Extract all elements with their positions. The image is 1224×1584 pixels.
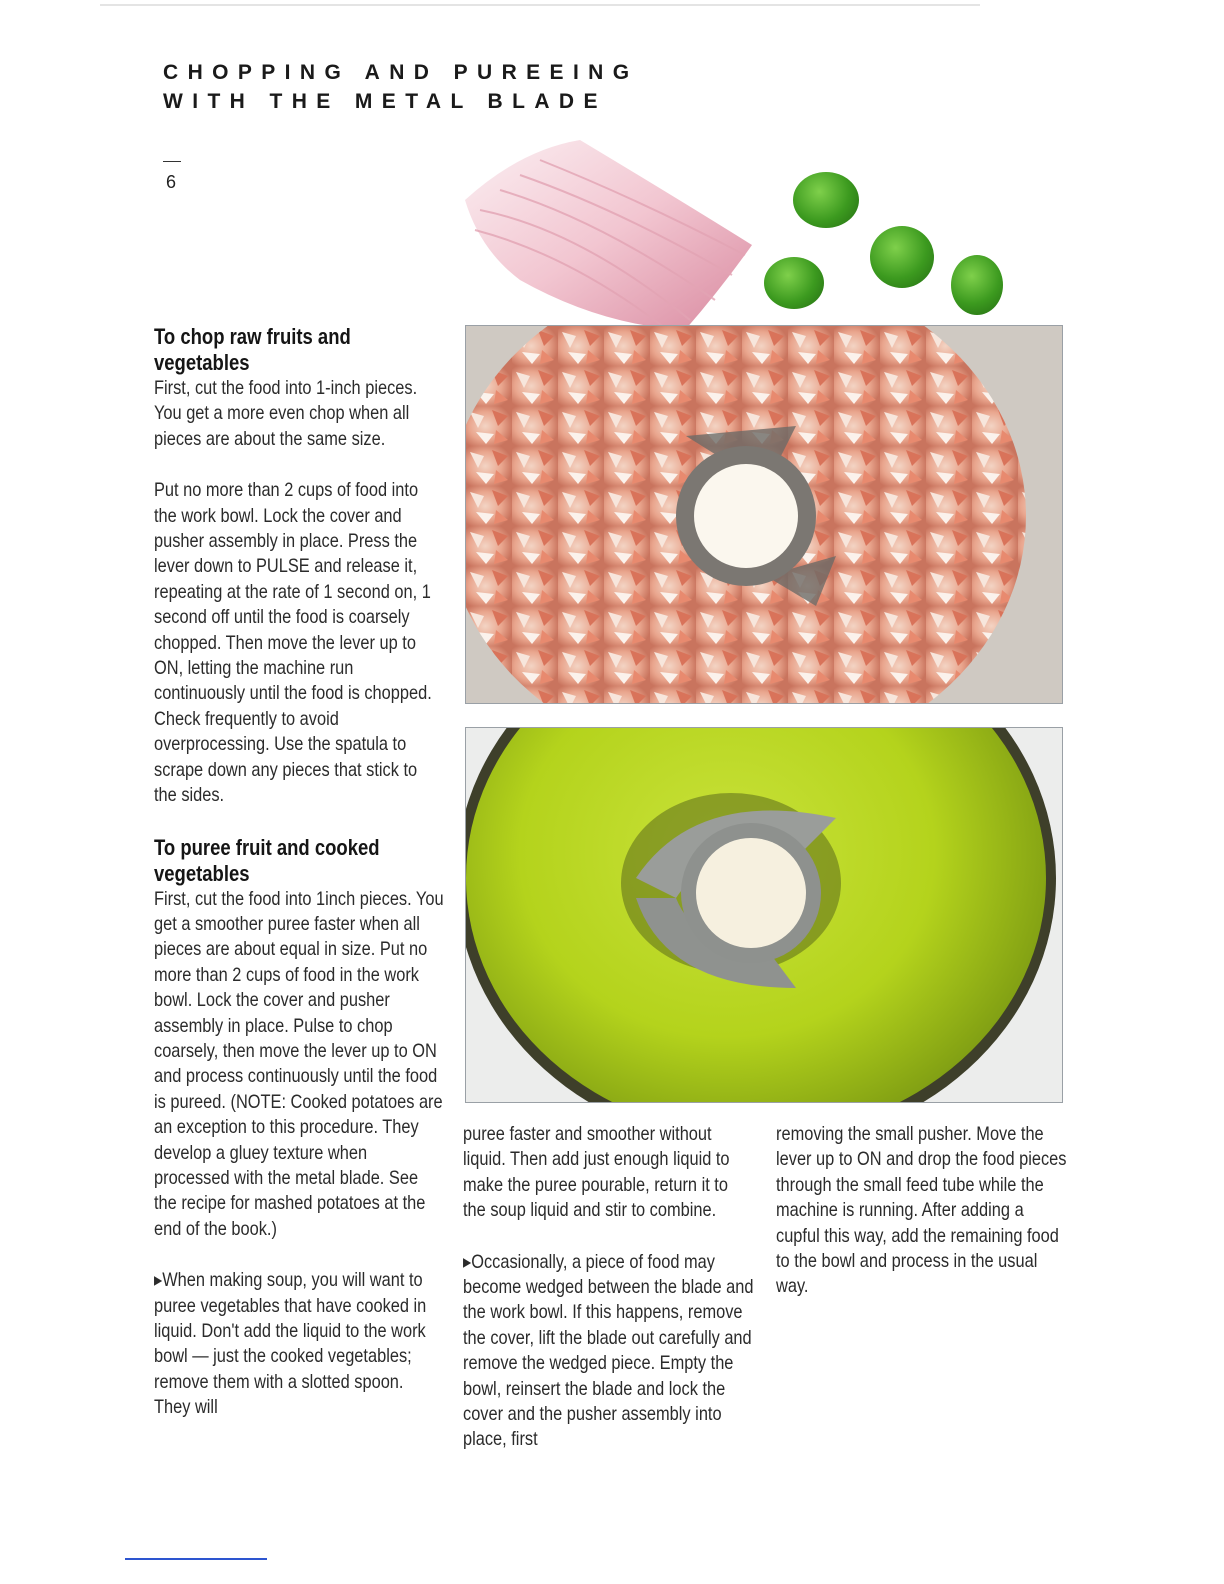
soup-tip-paragraph: ▸When making soup, you will want to puree vegetables that have cooked in liquid. Don't add the liquid to the work bowl — just the cooked vegetables; remove them with a slotted spoon. They will [154,1269,427,1419]
text-column-left [154,324,444,1421]
text-column-middle [463,1122,755,1453]
soup-tip-continued: puree faster and smoother without liquid. Then add just enough liquid to make the puree pourable, return it to the soup liquid and stir to combine. [463,1123,730,1222]
green-puree-photo [465,727,1063,1103]
wedged-food-paragraph: ▸Occasionally, a piece of food may become wedged between the blade and the work bowl. If this happens, remove the cover, lift the blade out carefully and remove the wedged piece. Empty the bowl, reinsert the blade and lock the cover and the pusher assembly into place, first [463,1250,754,1451]
pea-image [764,257,824,309]
puree-heading: To puree fruit and cooked vegetables [154,834,380,886]
page-title [163,58,639,116]
puree-paragraph-1: First, cut the food into 1inch pieces. You get a smoother puree faster when all pieces are about equal in size. Put no more than 2 cups of food in the work bowl. Lock the cover and pusher assembly in place. Pulse to chop coarsely, then move the lever up to ON and process continuously until the food is pureed. (NOTE: Cooked potatoes are an exception to this procedure. They develop a gluey texture when processed with the metal blade. See the recipe for mashed potatoes at the end of the book.) [154,887,444,1240]
pea-image [951,255,1003,315]
page-number-rule [163,161,181,162]
chopped-vegetables-photo [465,325,1063,704]
chop-paragraph-2: Put no more than 2 cups of food into the work bowl. Lock the cover and pusher assembly in place. Press the lever down to PULSE and release it, repeating at the rate of 1 second on, 1 second off until the food is coarsely chopped. Then move the lever up to ON, letting the machine run continuously until the food is chopped. Check frequently to avoid overprocessing. Use the spatula to scrape down any pieces that stick to the sides. [154,479,432,807]
chop-heading: To chop raw fruits and vegetables [154,324,351,375]
bottom-rule [125,1558,267,1560]
pea-image [870,226,934,288]
page-number: 6 [166,172,177,192]
text-column-right [776,1122,1068,1300]
title-line-1: CHOPPING AND PUREEING [163,61,639,84]
wedged-food-continued: removing the small pusher. Move the lever up to ON and drop the food pieces through the small feed tube while the machine is running. After adding a cupful this way, add the remaining food to the bowl and process in the usual way. [776,1123,1067,1298]
title-line-2: WITH THE METAL BLADE [163,90,607,113]
pea-image [793,172,859,228]
top-rule [100,4,980,6]
onion-wedge-image [460,130,760,340]
chop-paragraph-1: First, cut the food into 1-inch pieces. You get a more even chop when all pieces are about the same size. [154,377,418,450]
